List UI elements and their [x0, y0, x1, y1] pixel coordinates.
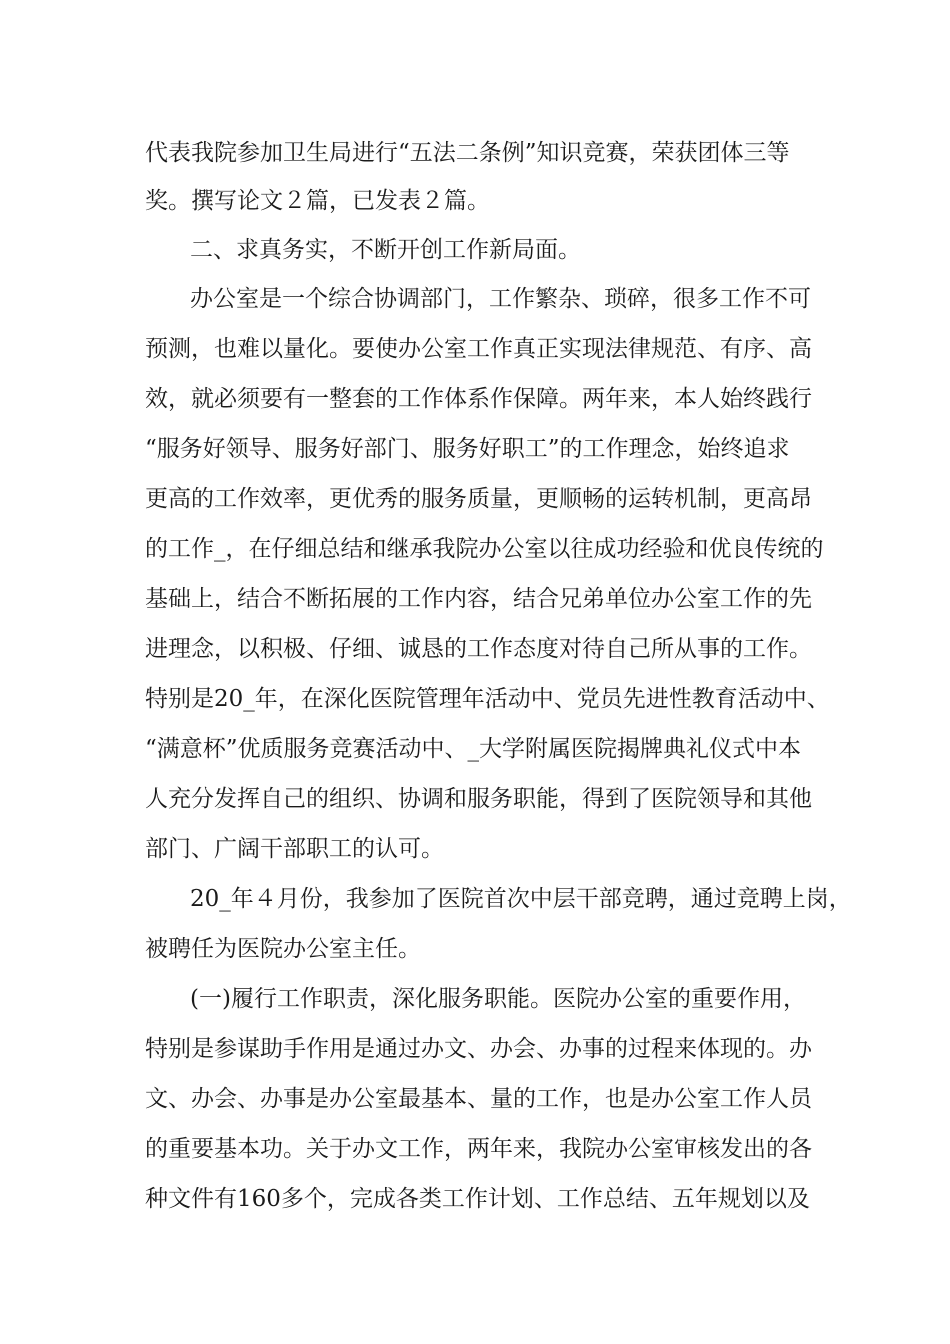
text-line: 被聘任为医院办公室主任。: [145, 936, 421, 962]
subsection-line: (一)履行工作职责，深化服务职能。医院办公室的重要作用，: [190, 986, 806, 1012]
text-line: 特别是20_年，在深化医院管理年活动中、党员先进性教育活动中、: [145, 686, 830, 712]
text-line: 更高的工作效率，更优秀的服务质量，更顺畅的运转机制，更高昂: [145, 486, 812, 512]
text-line: 办公室是一个综合协调部门，工作繁杂、琐碎，很多工作不可: [190, 286, 811, 312]
section-heading: 二、求真务实，不断开创工作新局面。: [190, 237, 581, 263]
text-line: 部门、广阔干部职工的认可。: [145, 836, 444, 862]
text-line: 进理念，以积极、仔细、诚恳的工作态度对待自己所从事的工作。: [145, 636, 812, 662]
text-line: 预测，也难以量化。要使办公室工作真正实现法律规范、有序、高: [145, 336, 812, 362]
text-line: 代表我院参加卫生局进行“五法二条例”知识竞赛，荣获团体三等: [145, 140, 790, 166]
text-line: 特别是参谋助手作用是通过办文、办会、办事的过程来体现的。办: [145, 1036, 812, 1062]
text-line: 文、办会、办事是办公室最基本、量的工作，也是办公室工作人员: [145, 1086, 812, 1112]
text-line: 基础上，结合不断拓展的工作内容，结合兄弟单位办公室工作的先: [145, 586, 812, 612]
text-line: 的重要基本功。关于办文工作，两年来，我院办公室审核发出的各: [145, 1136, 812, 1162]
text-line: 的工作_，在仔细总结和继承我院办公室以往成功经验和优良传统的: [145, 536, 824, 562]
text-line: 20_年４月份，我参加了医院首次中层干部竞聘，通过竞聘上岗，: [190, 886, 852, 912]
text-line: 人充分发挥自己的组织、协调和服务职能，得到了医院领导和其他: [145, 786, 812, 812]
text-line: 奖。撰写论文２篇，已发表２篇。: [145, 188, 490, 214]
text-line: “服务好领导、服务好部门、服务好职工”的工作理念，始终追求: [145, 436, 790, 462]
text-line: 效，就必须要有一整套的工作体系作保障。两年来，本人始终践行: [145, 386, 812, 412]
text-line: “满意杯”优质服务竞赛活动中、_大学附属医院揭牌典礼仪式中本: [145, 736, 802, 762]
text-line: 种文件有160多个，完成各类工作计划、工作总结、五年规划以及: [145, 1186, 810, 1212]
